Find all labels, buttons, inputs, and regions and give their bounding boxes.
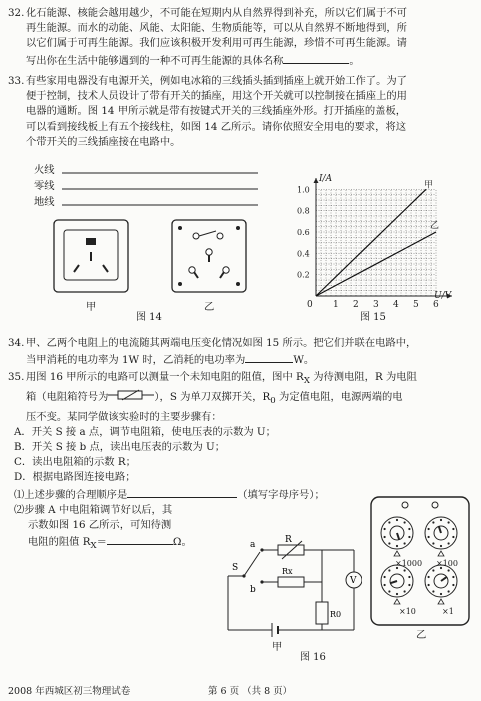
socket-jia: [52, 218, 132, 298]
y-tick-label: 0.2: [297, 270, 310, 280]
dial-x1000-label: ×1000: [395, 559, 423, 568]
circuit-diagram: [222, 532, 362, 637]
question-32: [8, 6, 474, 69]
unknown-resistor-label: Rx: [282, 567, 293, 576]
step-d: D．根据电路图连接电路；: [14, 471, 136, 484]
x-tick-label: 1: [333, 300, 339, 310]
x-tick-label: 6: [433, 300, 439, 310]
sub-question-2-cont: 示数如图 16 乙所示，可知待测: [28, 518, 172, 531]
question-number: 33.: [8, 75, 25, 87]
terminal-a-label: a: [250, 540, 256, 550]
series-label: 乙: [430, 221, 440, 231]
socket-yi-label: 乙: [204, 301, 215, 313]
x-tick-label: 0: [307, 300, 313, 310]
figure-14-caption: 图 14: [136, 312, 162, 323]
ground-wire-label: 地线: [34, 196, 55, 208]
resistance-box-symbol: [108, 389, 154, 401]
answer-blank[interactable]: [127, 486, 237, 498]
question-number: 34.: [8, 337, 25, 349]
sub-question-2-answer: 电阻的阻值 $R_X= \Omega$。: [14, 533, 474, 554]
text-line: 压不变。某同学做该实验时的主要步骤有：: [26, 410, 222, 423]
switch-s-label: S: [232, 563, 239, 573]
x-tick-label: 4: [393, 300, 399, 310]
voltmeter-label: V: [350, 576, 357, 586]
text-line: 个带开关的三线插座接在电路中。: [26, 135, 181, 148]
question-number: 32.: [8, 7, 25, 19]
text-line: 写出你在生活中能够遇到的一种不可再生能源的具体名称 。: [26, 52, 474, 69]
text-line: 当甲消耗的电功率为 1W 时，乙消耗的电功率为 W。: [26, 351, 474, 368]
y-tick-label: 0.6: [297, 228, 310, 237]
text-line: 便于控制，技术人员设计了带有开关的插座，用这个开关就可以控制接在插座上的用: [26, 90, 407, 103]
question-34: [8, 336, 474, 368]
footer-title: 2008 年西城区初三物理试卷: [8, 686, 131, 697]
step-c: C．读出电阻箱的示数 R；: [14, 456, 136, 469]
question-33: [8, 74, 474, 150]
x-axis-label: U/V: [434, 291, 452, 301]
y-axis-arrow: [314, 178, 319, 183]
question-number: 35.: [8, 371, 25, 383]
figure-15-caption: 图 15: [360, 312, 386, 323]
answer-blank[interactable]: [283, 52, 349, 64]
dial-x100-label: ×100: [436, 559, 458, 568]
figure-16-caption: 图 16: [300, 652, 326, 663]
live-wire-label: 火线: [34, 164, 55, 176]
answer-blank[interactable]: [245, 351, 293, 363]
dial-x1-label: ×1: [442, 607, 454, 616]
text-line: 再生能源。而水的动能、风能、太阳能、生物质能等，可以从自然界不断地得到，所: [26, 22, 407, 35]
switch-button: [86, 238, 96, 245]
text-line: 用图 16 甲所示的电路可以测量一个未知电阻的阻值，图中 $R_X$ 为待测电阻，R 为电阻: [26, 371, 417, 387]
text-line: 化石能源、核能会越用越少，不可能在短期内从自然界得到补充，所以它们属于不可: [26, 7, 407, 19]
text-line: 以它们属于可再生能源。我们应该积极开发利用可再生能源，珍惜不可再生能源。请: [26, 37, 407, 50]
x-tick-label: 2: [353, 300, 359, 310]
page-number: 第 6 页 （共 8 页）: [208, 686, 293, 697]
circuit-caption: 甲: [272, 641, 283, 653]
answer-blank[interactable]: [107, 533, 173, 545]
resistor-box-label: R: [285, 535, 292, 545]
fixed-resistor-label: R0: [330, 610, 342, 619]
y-axis-label: I/A: [319, 174, 333, 184]
sub-question-2: ⑵步骤 A 中电阻箱调节好以后，其: [14, 503, 173, 516]
text-line: 箱（电阻箱符号为 ），S 为单刀双掷开关，$R_0$ 为定值电阻，电源两端的电: [26, 391, 403, 407]
step-a: A．开关 S 接 a 点，调节电阻箱，使电压表的示数为 U；: [14, 425, 276, 438]
text-line: 甲、乙两个电阻上的电流随其两端电压变化情况如图 15 所示。把它们并联在电路中，: [26, 337, 417, 349]
resistance-box-caption: 乙: [416, 629, 427, 641]
y-tick-label: 0.4: [297, 249, 310, 259]
text-line: 可以看到接线板上有五个接线柱，如图 14 乙所示。请你依照安全用电的要求，将这: [26, 120, 407, 133]
step-b: B．开关 S 接 b 点，读出电压表的示数为 U；: [14, 440, 226, 453]
x-tick-label: 5: [413, 300, 419, 310]
neutral-wire-label: 零线: [34, 180, 55, 192]
x-tick-label: 3: [373, 300, 379, 310]
text-line: 有些家用电器没有电源开关，例如电冰箱的三线插头插到插座上就开始工作了。为了: [26, 75, 407, 87]
terminal-b-label: b: [250, 585, 256, 595]
y-tick-label: 0.8: [297, 206, 310, 216]
series-label: 甲: [424, 180, 434, 191]
sub-question-1: ⑴上述步骤的合理顺序是 （填写字母序号）；: [14, 486, 474, 503]
text-line: 电器的通断。图 14 甲所示就是带有按键式开关的三线插座外形。打开插座的盖板，: [26, 105, 407, 118]
socket-yi: [170, 218, 250, 298]
socket-jia-label: 甲: [86, 301, 97, 313]
dial-x10-label: ×10: [399, 607, 416, 616]
figure-15-chart: [292, 170, 467, 320]
y-tick-label: 1.0: [297, 185, 310, 195]
